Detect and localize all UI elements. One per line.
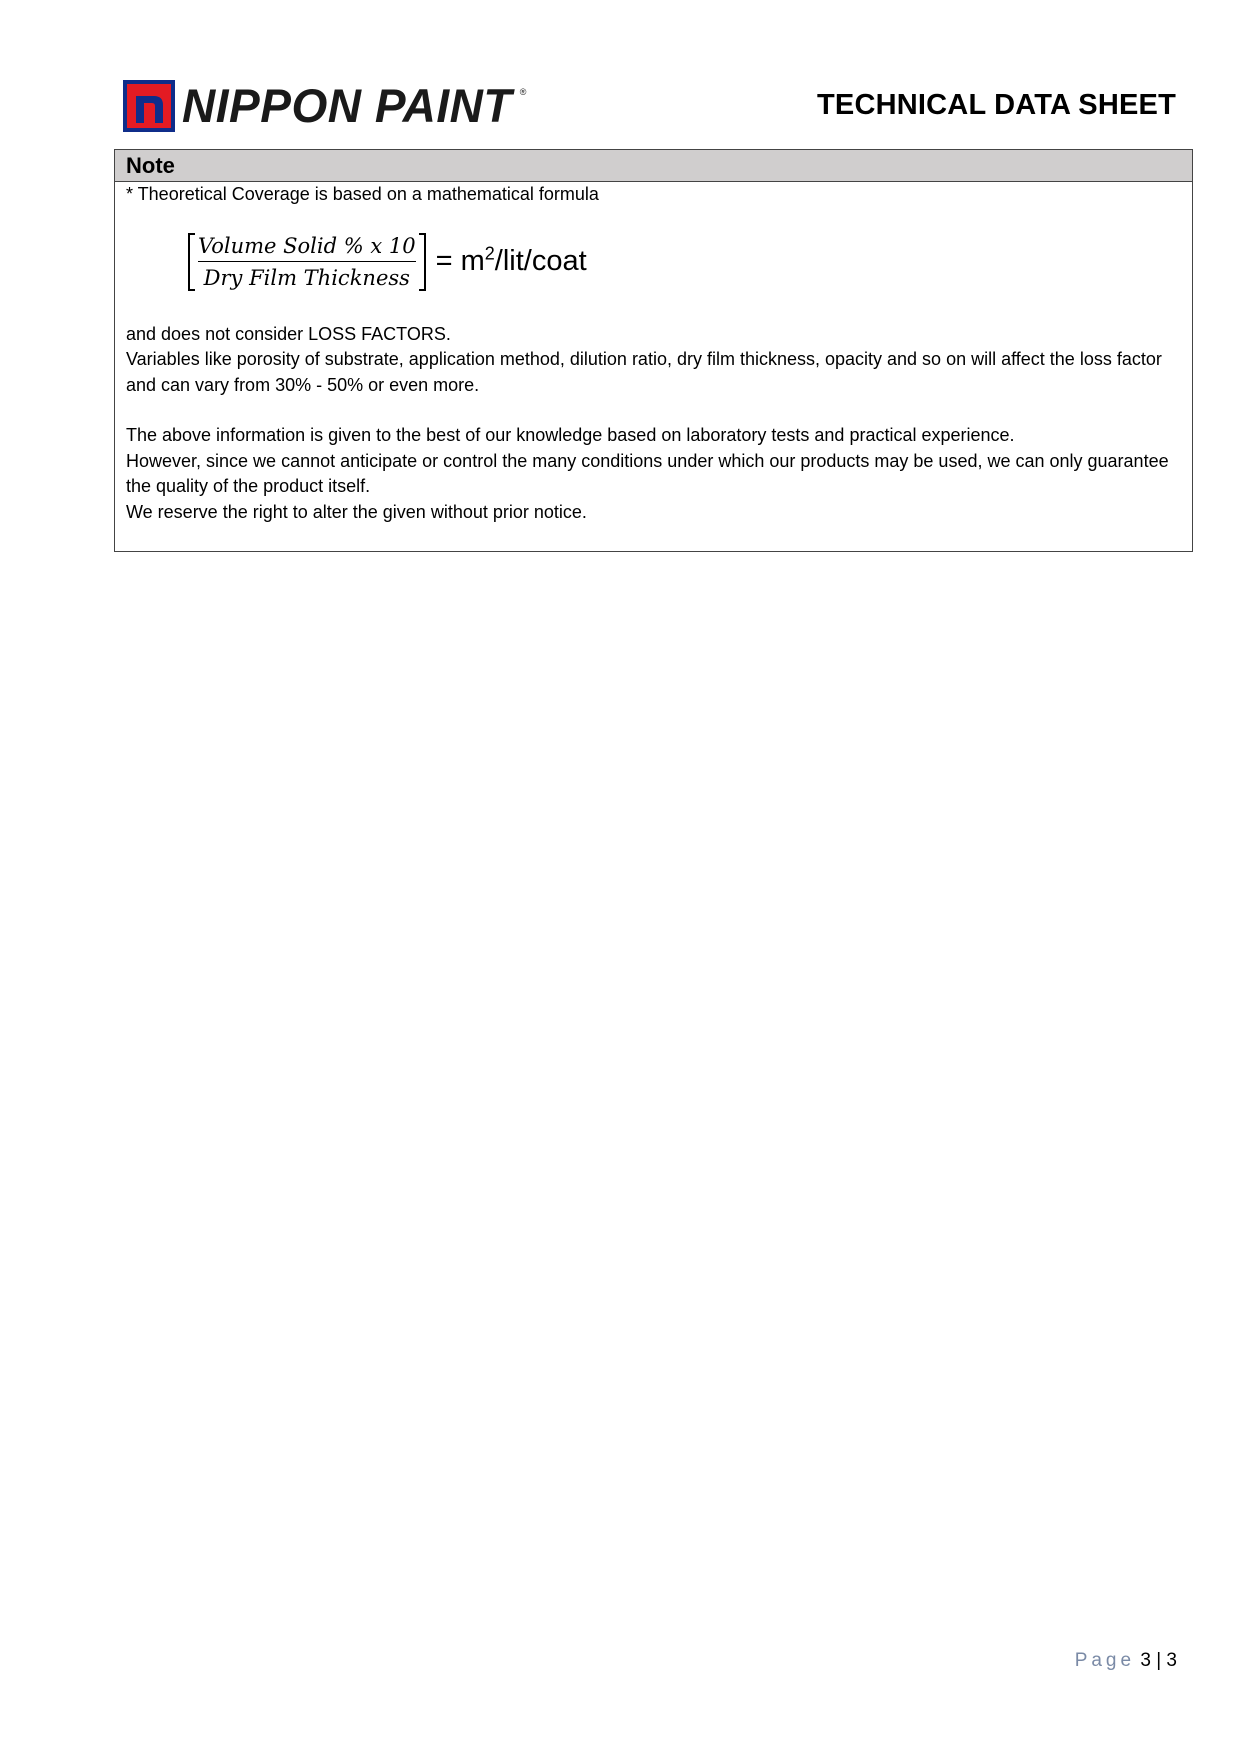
- brand-name: NIPPON PAINT: [182, 79, 513, 132]
- registered-mark: ®: [519, 87, 527, 97]
- formula-right-bracket: [419, 233, 426, 291]
- formula-result-suffix: /lit/coat: [494, 244, 587, 277]
- nippon-paint-logo: [122, 79, 526, 133]
- disclaimer-knowledge: The above information is given to the best of our knowledge based on laboratory tests and practical experience.: [126, 425, 1015, 445]
- loss-variables-text: Variables like porosity of substrate, application method, dilution ratio, dry film thickness, opacity and so on will affect the loss factor and can vary from 30% - 50% or even more.: [126, 349, 1162, 395]
- page-label: Page: [1074, 1650, 1136, 1671]
- loss-factors-line: and does not consider LOSS FACTORS.: [126, 323, 451, 344]
- note-box: [114, 149, 1193, 552]
- page-total: 3: [1166, 1650, 1177, 1671]
- nippon-paint-logo-mark-icon: [122, 79, 176, 133]
- formula-fraction: [195, 233, 419, 291]
- formula-left-bracket: [188, 233, 195, 291]
- document-title: TECHNICAL DATA SHEET: [817, 89, 1176, 121]
- page-current: 3: [1140, 1650, 1151, 1671]
- coverage-intro: * Theoretical Coverage is based on a mathematical formula: [126, 184, 599, 204]
- formula-numerator: Volume Solid % x 10: [198, 233, 416, 258]
- note-body: [115, 182, 1192, 525]
- paragraph-spacer: [126, 398, 1181, 423]
- coverage-formula: [188, 232, 1181, 292]
- page-number: [1075, 1650, 1177, 1672]
- formula-result-exponent: 2: [484, 243, 495, 264]
- disclaimer-rights: We reserve the right to alter the given without prior notice.: [126, 501, 587, 522]
- formula-denominator: Dry Film Thickness: [203, 265, 410, 290]
- page-separator: |: [1156, 1650, 1162, 1671]
- formula-result: [435, 243, 587, 277]
- disclaimer-conditions: However, since we cannot anticipate or control the many conditions under which our products may be used, we can only guarantee the quality of the product itself.: [126, 450, 1169, 496]
- note-heading: Note: [115, 150, 1192, 182]
- formula-result-prefix: = m: [435, 244, 485, 277]
